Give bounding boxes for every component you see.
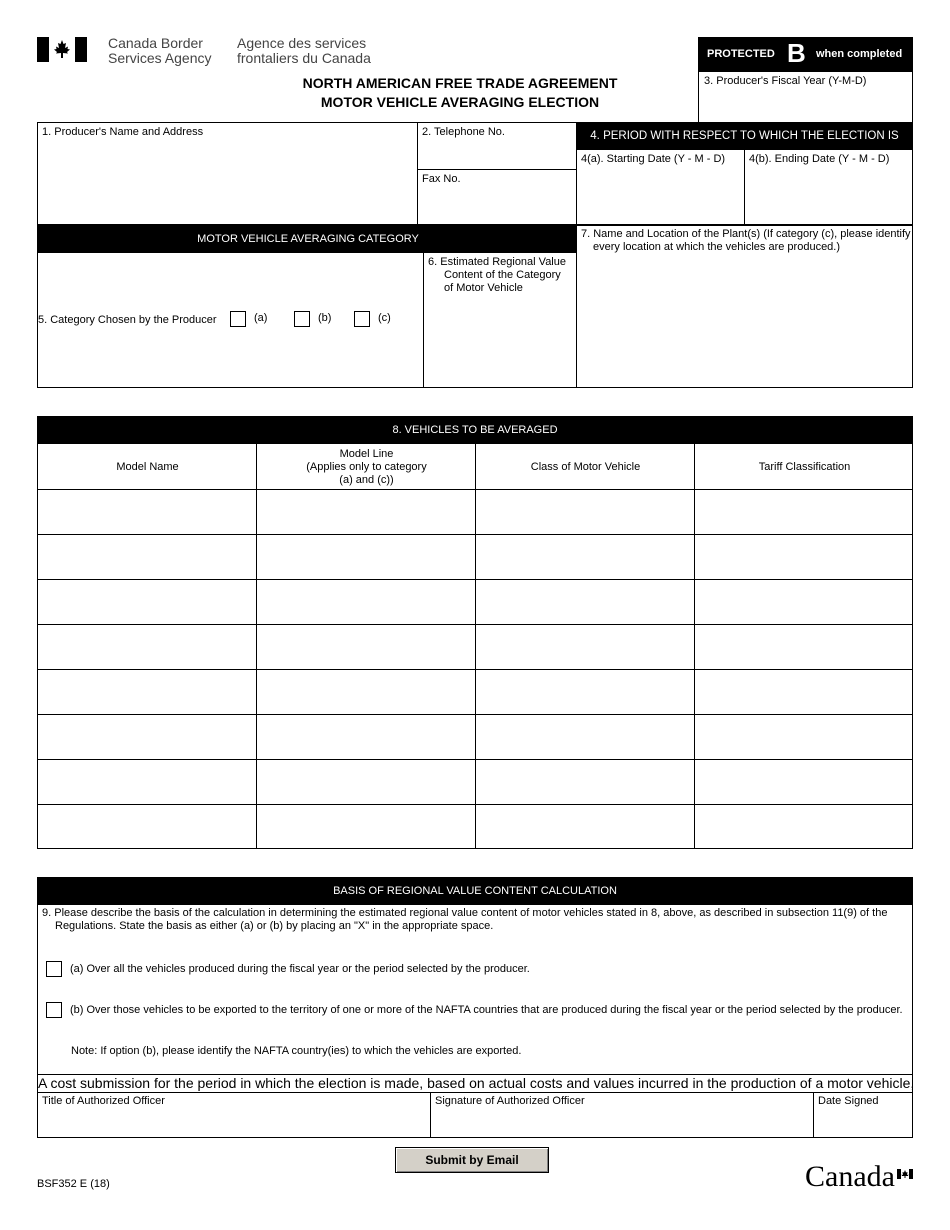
rvc-field[interactable] bbox=[423, 252, 577, 388]
col-class: Class of Motor Vehicle bbox=[530, 461, 641, 473]
form-title bbox=[240, 74, 680, 112]
basis-header-text: BASIS OF REGIONAL VALUE CONTENT CALCULATION bbox=[333, 885, 617, 897]
model-name-input[interactable] bbox=[38, 580, 256, 624]
basis-instruction-line2: Regulations. State the basis as either (a) or (b) by placing an "X" in the appropriate space. bbox=[55, 920, 494, 932]
tariff-input[interactable] bbox=[695, 760, 912, 804]
fax-label: Fax No. bbox=[422, 173, 461, 185]
category-c-checkbox[interactable] bbox=[354, 311, 370, 327]
agency-name-fr bbox=[237, 36, 371, 66]
basis-area bbox=[37, 904, 913, 1138]
officer-title-field[interactable] bbox=[38, 1093, 430, 1137]
end-date-label: 4(b). Ending Date (Y - M - D) bbox=[749, 153, 890, 165]
period-header-text: 4. PERIOD WITH RESPECT TO WHICH THE ELECTION IS MADE bbox=[590, 130, 899, 170]
vehicle-class-input[interactable] bbox=[476, 760, 694, 804]
officer-title-label: Title of Authorized Officer bbox=[42, 1095, 165, 1107]
basis-note: Note: If option (b), please identify the NAFTA country(ies) to which the vehicles are exported. bbox=[71, 1045, 522, 1057]
submit-by-email-button[interactable]: Submit by Email bbox=[395, 1147, 549, 1173]
rvc-label-line2: Content of the Category bbox=[444, 269, 561, 281]
model-line-input[interactable] bbox=[257, 805, 475, 848]
vehicles-header bbox=[37, 416, 913, 444]
vehicle-class-input[interactable] bbox=[476, 580, 694, 624]
model-line-input[interactable] bbox=[257, 625, 475, 669]
telephone-label: 2. Telephone No. bbox=[422, 126, 505, 138]
vehicle-row-8 bbox=[38, 805, 912, 848]
col-model-line-1: Model Line bbox=[339, 448, 394, 460]
canada-flag-icon bbox=[37, 37, 87, 62]
fiscal-year-field[interactable] bbox=[698, 71, 913, 123]
vehicle-row-7 bbox=[38, 760, 912, 804]
model-line-input[interactable] bbox=[257, 760, 475, 804]
producer-label: 1. Producer's Name and Address bbox=[42, 126, 204, 138]
category-header-text: MOTOR VEHICLE AVERAGING CATEGORY bbox=[197, 233, 419, 245]
basis-b-checkbox[interactable] bbox=[46, 1002, 62, 1018]
plant-location-field[interactable] bbox=[576, 225, 913, 388]
plant-location-label bbox=[581, 228, 911, 254]
tariff-input[interactable] bbox=[695, 490, 912, 534]
vehicle-row-5 bbox=[38, 670, 912, 714]
fax-field[interactable] bbox=[417, 169, 577, 225]
date-signed-label: Date Signed bbox=[818, 1095, 879, 1107]
vehicle-row-3 bbox=[38, 580, 912, 624]
model-name-input[interactable] bbox=[38, 760, 256, 804]
tariff-input[interactable] bbox=[695, 580, 912, 624]
canada-wordmark bbox=[805, 1160, 915, 1196]
wordmark-flag-icon bbox=[897, 1166, 913, 1184]
vehicle-row-1 bbox=[38, 490, 912, 534]
vehicle-class-input[interactable] bbox=[476, 715, 694, 759]
tariff-input[interactable] bbox=[695, 715, 912, 759]
vehicle-class-input[interactable] bbox=[476, 535, 694, 579]
rvc-label-line3: of Motor Vehicle bbox=[444, 282, 523, 294]
col-model-line-3: (a) and (c)) bbox=[339, 474, 394, 486]
vehicle-class-input[interactable] bbox=[476, 490, 694, 534]
basis-b-label: (b) Over those vehicles to be exported to the territory of one or more of the NAFTA countries that are produced during the fiscal year or the period selected by the producer. bbox=[70, 1004, 903, 1016]
date-signed-field[interactable] bbox=[814, 1093, 912, 1137]
tariff-input[interactable] bbox=[695, 625, 912, 669]
rvc-label-line1: 6. Estimated Regional Value bbox=[428, 256, 566, 268]
form-title-line1: NORTH AMERICAN FREE TRADE AGREEMENT bbox=[302, 75, 618, 91]
col-tariff: Tariff Classification bbox=[758, 461, 851, 473]
form-code: BSF352 E (18) bbox=[37, 1178, 110, 1190]
tariff-input[interactable] bbox=[695, 670, 912, 714]
agency-name-fr-line2: frontaliers du Canada bbox=[237, 50, 371, 66]
agency-name-en-line1: Canada Border bbox=[108, 35, 203, 51]
start-date-field[interactable] bbox=[576, 149, 745, 225]
protected-label: PROTECTED bbox=[707, 48, 775, 60]
basis-a-checkbox[interactable] bbox=[46, 961, 62, 977]
producer-field[interactable] bbox=[37, 122, 418, 225]
vehicles-table bbox=[37, 443, 913, 849]
basis-header bbox=[37, 877, 913, 905]
model-line-input[interactable] bbox=[257, 535, 475, 579]
col-model-line bbox=[257, 448, 476, 487]
cost-submission-text: A cost submission for the period in which the election is made, based on actual costs and values incurred in the production of a motor vehicle, bbox=[38, 1075, 915, 1091]
protected-level: B bbox=[787, 38, 806, 68]
col-model-name: Model Name bbox=[116, 461, 179, 473]
category-header bbox=[37, 225, 577, 253]
category-c-label: (c) bbox=[378, 312, 391, 324]
telephone-field[interactable] bbox=[417, 122, 577, 170]
plant-location-label-line2: every location at which the vehicles are produced.) bbox=[593, 241, 841, 253]
model-name-input[interactable] bbox=[38, 670, 256, 714]
vehicle-class-input[interactable] bbox=[476, 805, 694, 848]
model-line-input[interactable] bbox=[257, 580, 475, 624]
model-line-input[interactable] bbox=[257, 490, 475, 534]
vehicle-row-2 bbox=[38, 535, 912, 579]
category-chosen-area bbox=[37, 252, 424, 388]
basis-instruction-line1: 9. Please describe the basis of the calculation in determining the estimated regional value content of motor vehicles stated in 8, above, as described in subsection 11(9) of the bbox=[42, 907, 888, 919]
category-a-checkbox[interactable] bbox=[230, 311, 246, 327]
protected-suffix: when completed bbox=[816, 48, 903, 60]
model-line-input[interactable] bbox=[257, 670, 475, 714]
vehicle-row-6 bbox=[38, 715, 912, 759]
model-name-input[interactable] bbox=[38, 490, 256, 534]
model-name-input[interactable] bbox=[38, 715, 256, 759]
tariff-input[interactable] bbox=[695, 535, 912, 579]
agency-name-en bbox=[108, 36, 212, 66]
form-title-line2: MOTOR VEHICLE AVERAGING ELECTION bbox=[320, 94, 600, 110]
category-b-checkbox[interactable] bbox=[294, 311, 310, 327]
vehicle-class-input[interactable] bbox=[476, 625, 694, 669]
model-name-input[interactable] bbox=[38, 625, 256, 669]
agency-name-en-line2: Services Agency bbox=[108, 50, 212, 66]
rvc-label bbox=[428, 256, 566, 295]
model-name-input[interactable] bbox=[38, 535, 256, 579]
tariff-input[interactable] bbox=[695, 805, 912, 848]
end-date-field[interactable] bbox=[744, 149, 913, 225]
basis-a-label: (a) Over all the vehicles produced during the fiscal year or the period selected by the producer. bbox=[70, 963, 530, 975]
basis-instruction bbox=[42, 907, 908, 933]
canada-wordmark-text: Canada bbox=[805, 1160, 895, 1193]
vehicle-class-input[interactable] bbox=[476, 670, 694, 714]
category-chosen-label: 5. Category Chosen by the Producer bbox=[38, 314, 217, 326]
category-a-label: (a) bbox=[254, 312, 268, 324]
col-model-line-2: (Applies only to category bbox=[306, 461, 427, 473]
model-line-input[interactable] bbox=[257, 715, 475, 759]
vehicle-row-4 bbox=[38, 625, 912, 669]
agency-name-fr-line1: Agence des services bbox=[237, 35, 367, 51]
category-b-label: (b) bbox=[318, 312, 332, 324]
model-name-input[interactable] bbox=[38, 805, 256, 848]
fiscal-year-label: 3. Producer's Fiscal Year (Y-M-D) bbox=[704, 75, 867, 87]
protected-banner bbox=[698, 37, 913, 72]
vehicles-header-text: 8. VEHICLES TO BE AVERAGED bbox=[392, 424, 558, 436]
officer-signature-label: Signature of Authorized Officer bbox=[435, 1095, 585, 1107]
plant-location-label-line1: 7. Name and Location of the Plant(s) (If category (c), please identify bbox=[581, 228, 911, 240]
start-date-label: 4(a). Starting Date (Y - M - D) bbox=[581, 153, 726, 165]
officer-signature-field[interactable] bbox=[431, 1093, 813, 1137]
